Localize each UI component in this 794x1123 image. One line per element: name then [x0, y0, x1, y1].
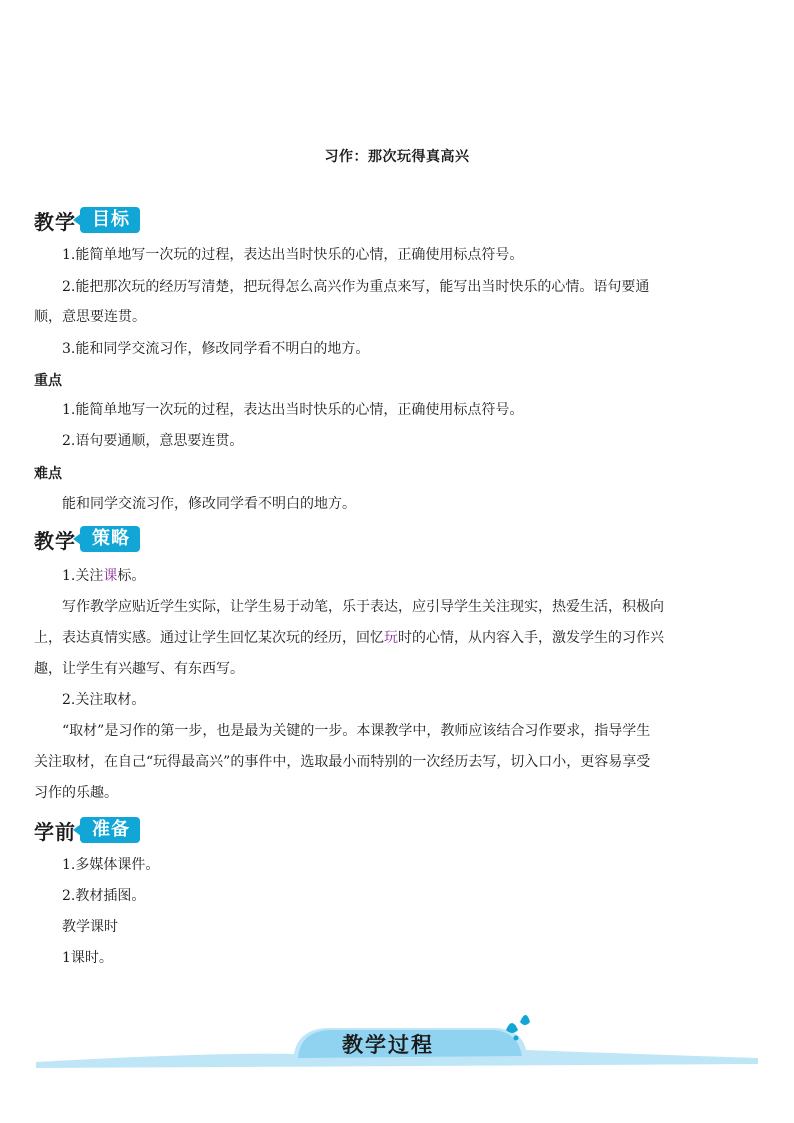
goal-line-2: 2.能把那次玩的经历写清楚，把玩得怎么高兴作为重点来写，能写出当时快乐的心情。语句要通: [62, 279, 650, 295]
section-header-prep: [34, 815, 140, 845]
prep-line-4: 1课时。: [62, 950, 113, 966]
strategy-para-1-line-3: 趣，让学生有兴趣写、有东西写。: [34, 661, 244, 677]
marked-char: 玩: [384, 630, 398, 646]
strategy-item-2: 2.关注取材。: [62, 692, 146, 708]
text: 上，表达真情实感。通过让学生回忆某次玩的经历，回忆: [34, 630, 384, 646]
strategy-item-1: [62, 566, 145, 586]
difficulty-line: 能和同学交流习作，修改同学看不明白的地方。: [62, 496, 356, 512]
prep-line-2: 2.教材插图。: [62, 888, 146, 904]
section-label: 教学: [34, 209, 76, 234]
section-label: 教学: [34, 528, 76, 553]
splash-dot: [514, 1036, 519, 1041]
section-label: 学前: [34, 819, 76, 844]
key-point-1: 1.能简单地写一次玩的过程，表达出当时快乐的心情，正确使用标点符号。: [62, 402, 524, 418]
text: 1.关注: [62, 568, 104, 584]
strategy-para-2-line-1: “取材”是习作的第一步，也是最为关键的一步。本课教学中，教师应该结合习作要求，指导学生: [62, 723, 651, 739]
section-badge: 目标: [80, 207, 140, 233]
key-points-heading: 重点: [34, 373, 62, 389]
goal-line-3: 3.能和同学交流习作，修改同学看不明白的地方。: [62, 341, 370, 357]
difficulty-heading: 难点: [34, 466, 62, 482]
strategy-para-2-line-2: 关注取材，在自己“玩得最高兴”的事件中，选取最小而特别的一次经历去写，切入口小，更容易享受: [34, 754, 651, 770]
prep-line-1: 1.多媒体课件。: [62, 857, 160, 873]
text: 标。: [117, 568, 146, 584]
prep-line-3: 教学课时: [62, 919, 118, 935]
text: 时的心情，从内容入手，激发学生的习作兴: [398, 630, 664, 646]
splash-drop-2: [520, 1015, 530, 1025]
marked-char: 课: [103, 568, 118, 584]
key-point-2: 2.语句要通顺，意思要连贯。: [62, 433, 244, 449]
page-title: 习作：那次玩得真高兴: [324, 149, 470, 165]
goal-line-1: 1.能简单地写一次玩的过程，表达出当时快乐的心情，正确使用标点符号。: [62, 247, 524, 263]
strategy-para-2-line-3: 习作的乐趣。: [34, 785, 118, 801]
strategy-para-1-line-2: [34, 628, 664, 648]
section-badge: 策略: [80, 526, 140, 552]
section-header-strategy: [34, 524, 140, 554]
splash-drop-1: [506, 1023, 518, 1033]
strategy-para-1-line-1: 写作教学应贴近学生实际，让学生易于动笔，乐于表达，应引导学生关注现实，热爱生活，积极向: [62, 599, 664, 615]
goal-line-2-cont: 顺，意思要连贯。: [34, 309, 146, 325]
section-header-goals: [34, 205, 140, 235]
section-badge: 准备: [80, 817, 140, 843]
banner-title: 教学过程: [342, 1033, 434, 1057]
